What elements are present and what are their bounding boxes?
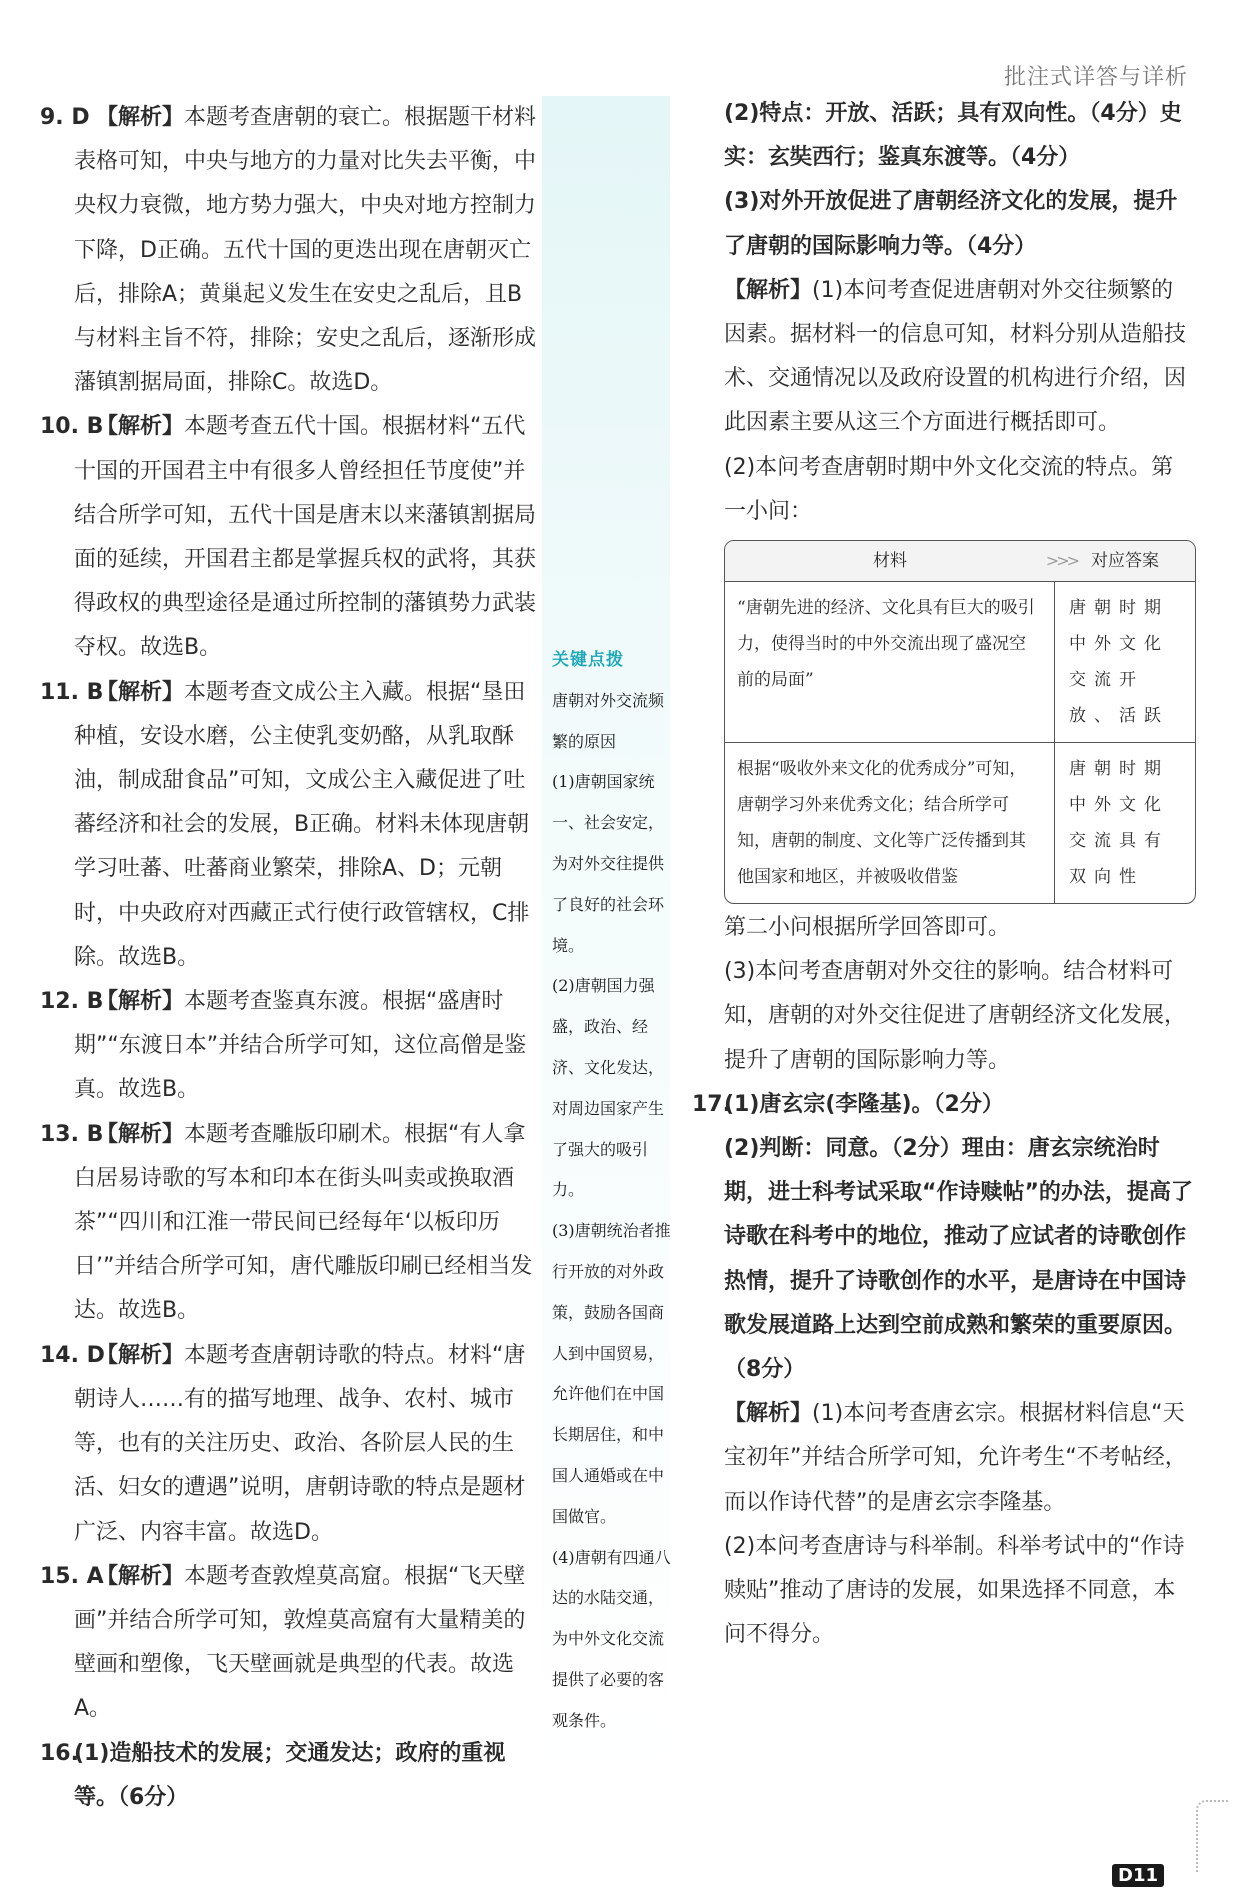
question-number: 14. D — [40, 1342, 105, 1368]
analysis-16-2: (2)本问考查唐朝时期中外文化交流的特点。第一小问： — [724, 454, 1174, 524]
question-number: 11. B — [40, 679, 104, 705]
answer-16-3: (3)对外开放促进了唐朝经济文化的发展，提升了唐朝的国际影响力等。（4分） — [724, 189, 1178, 259]
answer-entry-16 — [40, 1732, 538, 1820]
analysis-text: 本题考查唐朝诗歌的特点。材料“唐朝诗人……有的描写地理、战争、农村、城市等，也有的关注历史、政治、各阶层人民的生活、妇女的遭遇”说明，唐朝诗歌的特点是题材广泛、内容丰富。故选D。 — [74, 1342, 526, 1545]
left-column — [40, 96, 538, 1820]
analysis-tag: 【解析】 — [96, 105, 185, 130]
analysis-tag: 【解析】 — [96, 989, 185, 1015]
analysis-text: 本题考查雕版印刷术。根据“有人拿白居易诗歌的写本和印本在街头叫卖或换取酒茶”“四川和江淮一带民间已经每年‘以板印历日’”并结合所学可知，唐代雕版印刷已经相当发达。故选B。 — [74, 1121, 533, 1324]
answer-17-2: (2)判断：同意。（2分）理由：唐玄宗统治时期，进士科考试采取“作诗赎帖”的办法，提高了诗歌在科考中的地位，推动了应试者的诗歌创作热情，提升了诗歌创作的水平，是唐诗在中国诗歌发展道路上达到空前成熟和繁荣的重要原因。（8分） — [724, 1136, 1193, 1383]
answer-17-1: (1)唐玄宗(李隆基)。（2分） — [724, 1091, 1004, 1117]
answer-entry-11 — [40, 671, 538, 980]
table-cell-material: 根据“吸收外来文化的优秀成分”可知，唐朝学习外来优秀文化；结合所学可知，唐朝的制度、文化等广泛传播到其他国家和地区，并被吸收借鉴 — [725, 743, 1055, 903]
answer-entry-15 — [40, 1555, 538, 1732]
analysis-text: 本题考查唐朝的衰亡。根据题干材料表格可知，中央与地方的力量对比失去平衡，中央权力衰微，地方势力强大，中央对地方控制力下降，D正确。五代十国的更迭出现在唐朝灭亡后，排除A；黄巢起义发生在安史之乱后，且B与材料主旨不符，排除；安史之乱后，逐渐形成藩镇割据局面，排除C。故选D。 — [74, 105, 537, 396]
answer-entry-12 — [40, 980, 538, 1113]
answer-entry-13 — [40, 1113, 538, 1334]
table-cell-answer: 唐朝时期中外文化交流具有双向性 — [1069, 759, 1169, 888]
analysis-17-1 — [724, 1392, 1194, 1525]
page-number: D11 — [1112, 1864, 1164, 1887]
analysis-tag: 【解析】 — [96, 1342, 185, 1368]
answer-entry-10 — [40, 405, 538, 670]
question-number: 12. B — [40, 989, 104, 1015]
analysis-tag: 【解析】 — [96, 1121, 185, 1147]
question-number: 17. — [692, 1091, 731, 1117]
analysis-text: 本题考查敦煌莫高窟。根据“飞天壁画”并结合所学可知，敦煌莫高窟有大量精美的壁画和塑像，飞天壁画就是典型的代表。故选A。 — [74, 1563, 526, 1722]
answer-text: (1)造船技术的发展；交通发达；政府的重视等。（6分） — [74, 1740, 506, 1810]
chevron-right-icon: >>> — [1045, 551, 1077, 571]
table-cell-material: “唐朝先进的经济、文化具有巨大的吸引力，使得当时的中外交流出现了盛况空前的局面” — [725, 582, 1055, 742]
question-number: 15. A — [40, 1563, 104, 1589]
material-answer-table — [724, 540, 1196, 904]
analysis-tag: 【解析】 — [96, 414, 185, 440]
question-number: 9. D — [40, 105, 90, 130]
key-points-title: 关键点拨 — [552, 650, 624, 670]
key-point-item: 唐朝对外交流频繁的原因 — [552, 690, 665, 751]
question-number: 16. — [40, 1740, 79, 1766]
right-column — [692, 92, 1194, 1657]
table-row — [725, 582, 1195, 742]
page-corner-decoration — [1196, 1800, 1228, 1872]
key-points-sidebar — [552, 640, 672, 1742]
table-header-answer: 对应答案 — [1091, 551, 1159, 572]
table-header — [725, 541, 1195, 582]
analysis-16-1 — [724, 269, 1194, 446]
table-row — [725, 742, 1195, 903]
answer-16-2: (2)特点：开放、活跃；具有双向性。（4分）史实：玄奘西行；鉴真东渡等。（4分） — [724, 101, 1182, 171]
answer-entry-9 — [40, 96, 538, 405]
key-point-item: (1)唐朝国家统一、社会安定，为对外交往提供了良好的社会环境。 — [552, 772, 665, 955]
page-header: 批注式详答与详析 — [1003, 65, 1188, 90]
key-point-item: (3)唐朝统治者推行开放的对外政策，鼓励各国商人到中国贸易，允许他们在中国长期居住，和中国人通婚或在中国做官。 — [552, 1221, 671, 1526]
analysis-tag: 【解析】 — [96, 1563, 185, 1589]
analysis-16-2-second: 第二小问根据所学回答即可。 — [724, 915, 1011, 941]
analysis-text: 本题考查鉴真东渡。根据“盛唐时期”“东渡日本”并结合所学可知，这位高僧是鉴真。故选B。 — [74, 989, 527, 1103]
question-number: 13. B — [40, 1121, 104, 1147]
table-header-material — [725, 541, 1077, 581]
header-material-label: 材料 — [873, 551, 907, 572]
analysis-text: (1)本问考查唐玄宗。根据材料信息“天宝初年”并结合所学可知，允许考生“不考帖经，而以作诗代替”的是唐玄宗李隆基。 — [724, 1401, 1187, 1515]
analysis-text: 本题考查五代十国。根据材料“五代十国的开国君主中有很多人曾经担任节度使”并结合所学可知，五代十国是唐末以来藩镇割据局面的延续，开国君主都是掌握兵权的武将，其获得政权的典型途径是通过所控制的藩镇势力武装夺权。故选B。 — [74, 414, 537, 661]
analysis-text: (1)本问考查促进唐朝对外交往频繁的因素。据材料一的信息可知，材料分别从造船技术、交通情况以及政府设置的机构进行介绍，因此因素主要从这三个方面进行概括即可。 — [724, 277, 1187, 436]
analysis-tag: 【解析】 — [724, 277, 813, 303]
answer-entry-17 — [692, 1083, 1194, 1127]
key-point-item: (2)唐朝国力强盛，政治、经济、文化发达，对周边国家产生了强大的吸引力。 — [552, 976, 665, 1200]
analysis-tag: 【解析】 — [96, 679, 185, 705]
analysis-tag: 【解析】 — [724, 1401, 813, 1427]
question-number: 10. B — [40, 414, 104, 440]
analysis-17-2: (2)本问考查唐诗与科举制。科举考试中的“作诗赎贴”推动了唐诗的发展，如果选择不同意，本问不得分。 — [724, 1533, 1185, 1648]
key-point-item: (4)唐朝有四通八达的水陆交通，为中外文化交流提供了必要的客观条件。 — [552, 1547, 671, 1730]
analysis-text: 本题考查文成公主入藏。根据“垦田种植，安设水磨，公主使乳变奶酪，从乳取酥油，制成甜食品”可知，文成公主入藏促进了吐蕃经济和社会的发展，B正确。材料未体现唐朝学习吐蕃、吐蕃商业繁荣，排除A、D；元朝时，中央政府对西藏正式行使行政管辖权，C排除。故选B。 — [74, 679, 530, 970]
answer-entry-14 — [40, 1334, 538, 1555]
analysis-16-3: (3)本问考查唐朝对外交往的影响。结合材料可知，唐朝的对外交往促进了唐朝经济文化发展，提升了唐朝的国际影响力等。 — [724, 959, 1187, 1073]
table-cell-answer: 唐朝时期中外文化交流开放、活跃 — [1069, 598, 1169, 727]
